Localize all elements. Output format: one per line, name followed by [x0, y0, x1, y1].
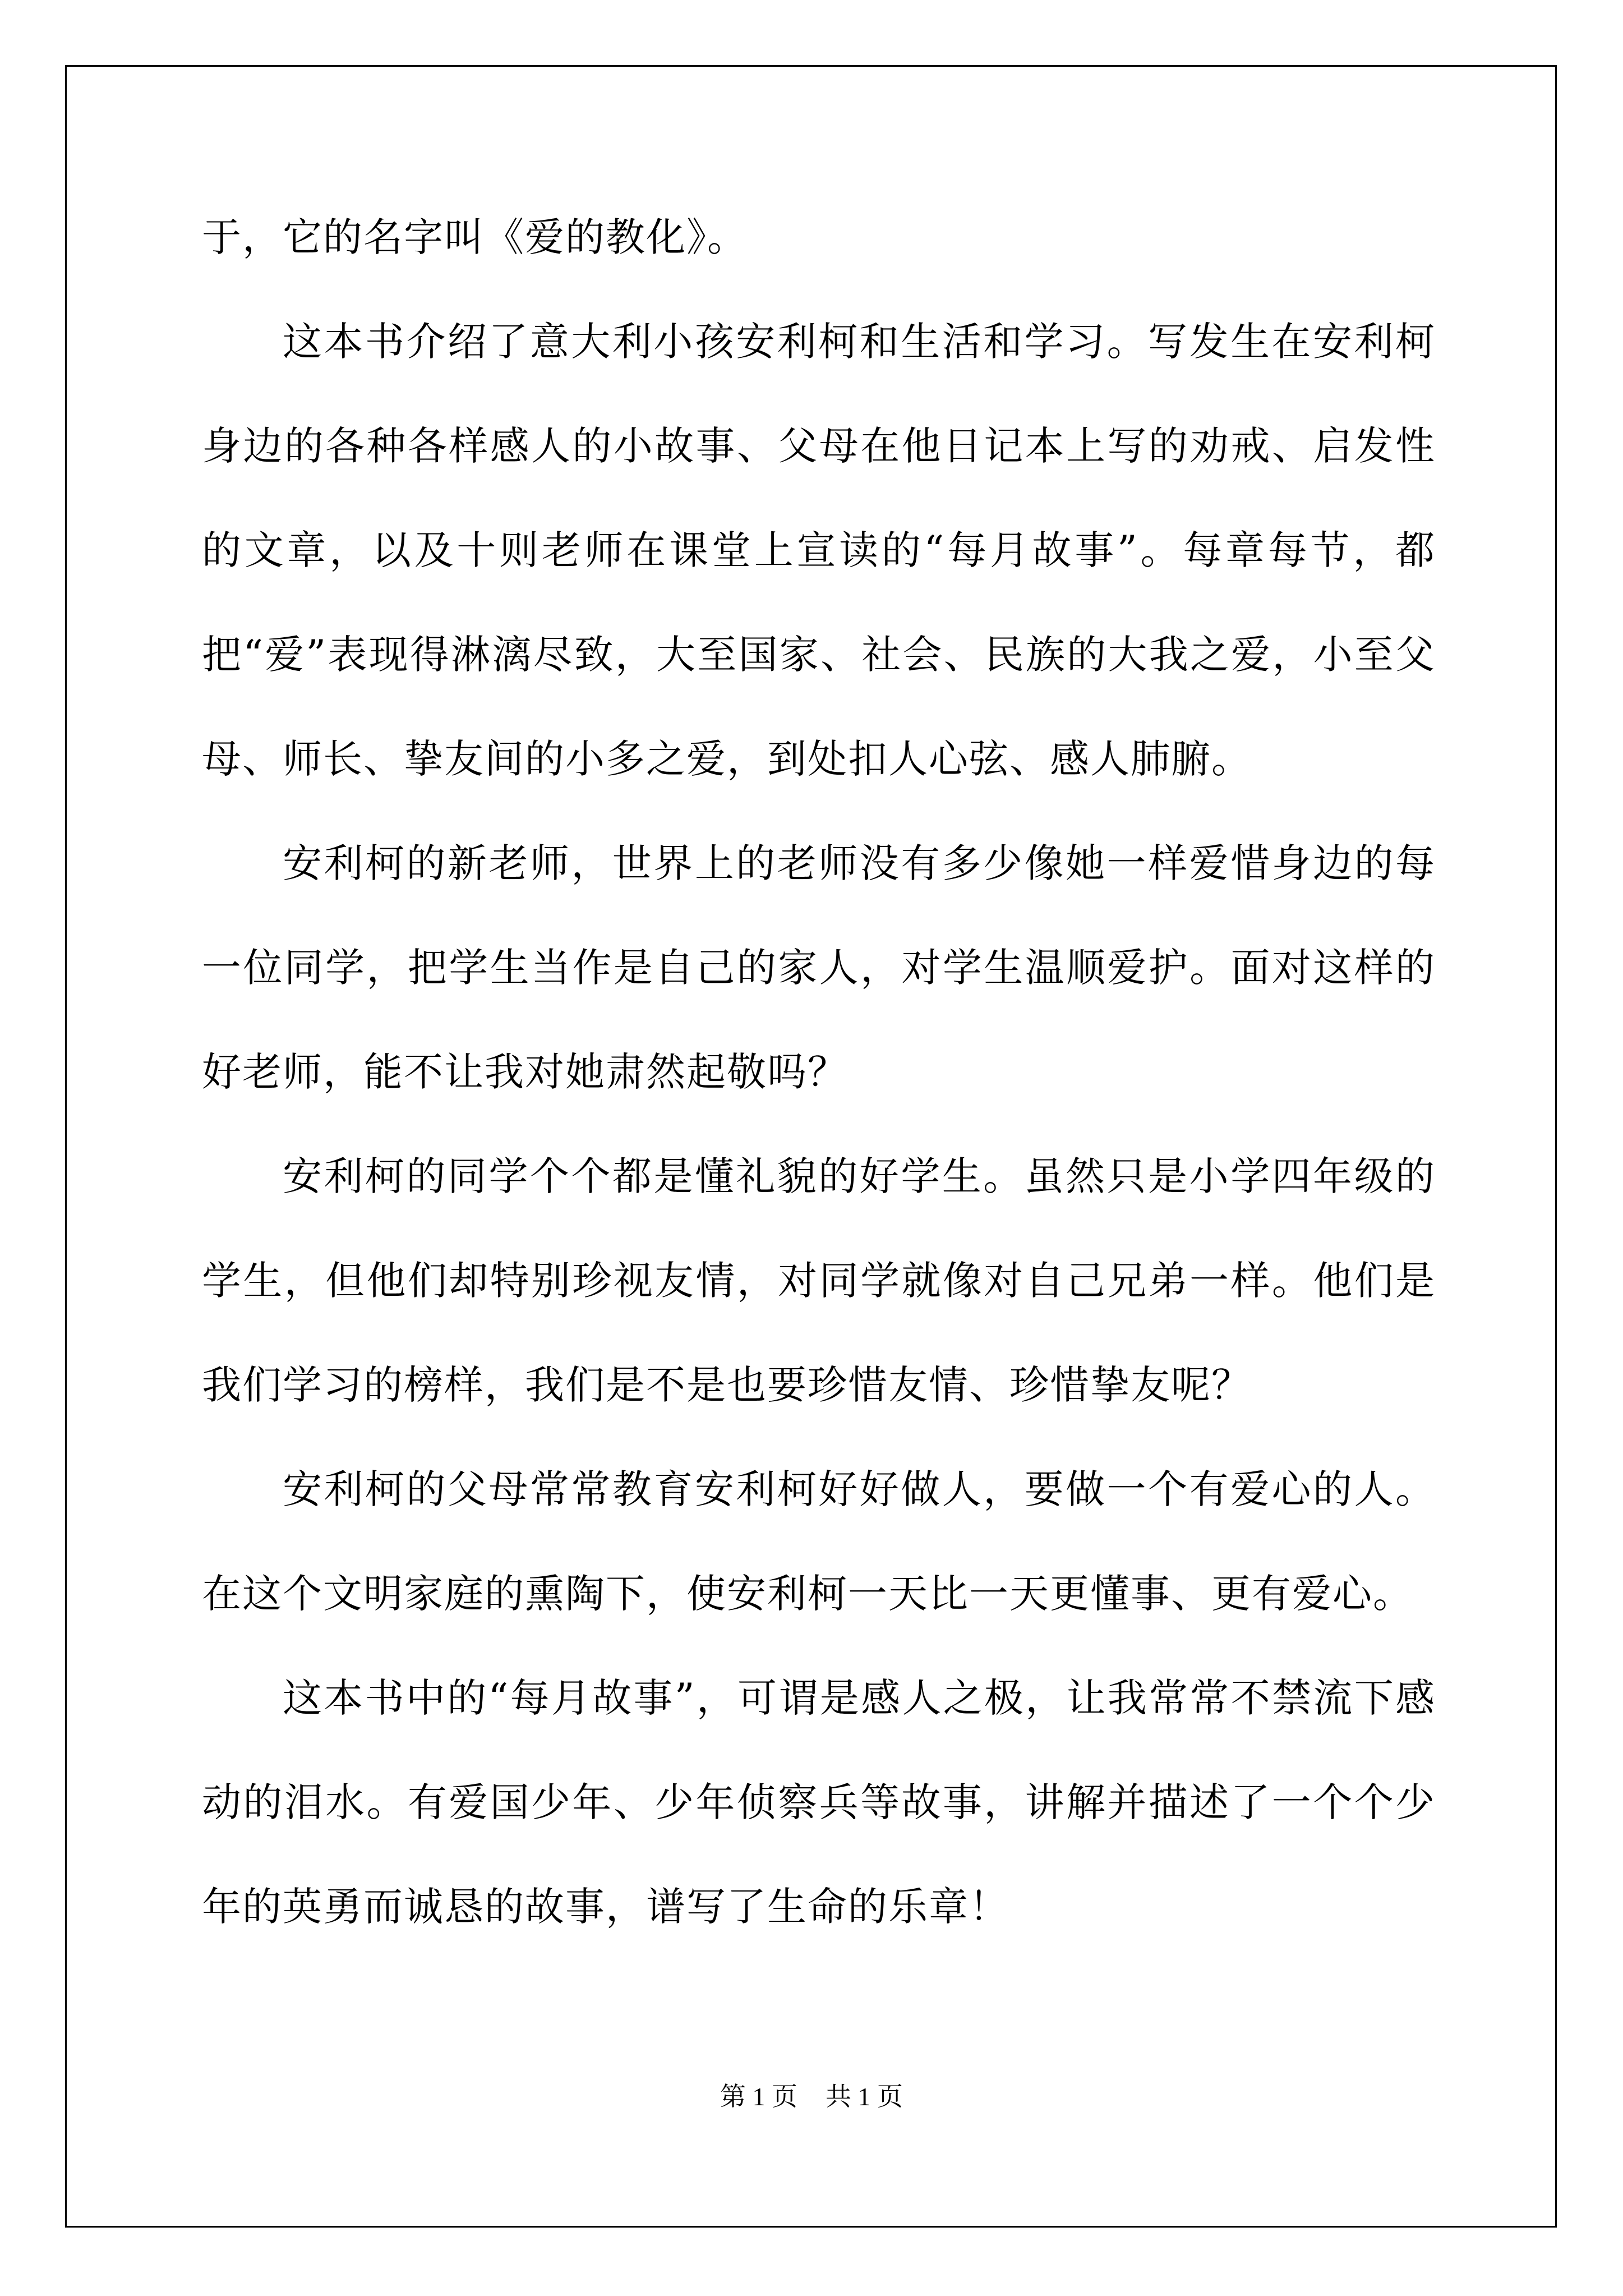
page-footer — [0, 2080, 1623, 2114]
page-total: 共 1 页 — [826, 2082, 903, 2111]
paragraph-3: 安利柯的新老师，世界上的老师没有多少像她一样爱惜身边的每一位同学，把学生当作是自己的家人，对学生温顺爱护。面对这样的好老师，能不让我对她肃然起敬吗？ — [202, 840, 1436, 1095]
paragraph-4: 安利柯的同学个个都是懂礼貌的好学生。虽然只是小学四年级的学生，但他们却特别珍视友情，对同学就像对自己兄弟一样。他们是我们学习的榜样，我们是不是也要珍惜友情、珍惜挚友呢？ — [202, 1153, 1436, 1408]
paragraph-6: 这本书中的“每月故事”，可谓是感人之极，让我常常不禁流下感动的泪水。有爱国少年、少年侦察兵等故事，讲解并描述了一个个少年的英勇而诚恳的故事，谱写了生命的乐章！ — [202, 1675, 1436, 1930]
paragraph-2: 这本书介绍了意大利小孩安利柯和生活和学习。写发生在安利柯身边的各种各样感人的小故事、父母在他日记本上写的劝戒、启发性的文章，以及十则老师在课堂上宣读的“每月故事”。每章每节，都把“爱”表现得淋漓尽致，大至国家、社会、民族的大我之爱，小至父母、师长、挚友间的小多之爱，到处扣人心弦、感人肺腑。 — [202, 319, 1436, 782]
paragraph-1: 于，它的名字叫《爱的教化》。 — [202, 214, 748, 260]
paragraph-5: 安利柯的父母常常教育安利柯好好做人，要做一个有爱心的人。在这个文明家庭的熏陶下，使安利柯一天比一天更懂事、更有爱心。 — [202, 1466, 1436, 1617]
page-number: 第 1 页 — [720, 2082, 797, 2111]
document-body — [202, 185, 1436, 1959]
